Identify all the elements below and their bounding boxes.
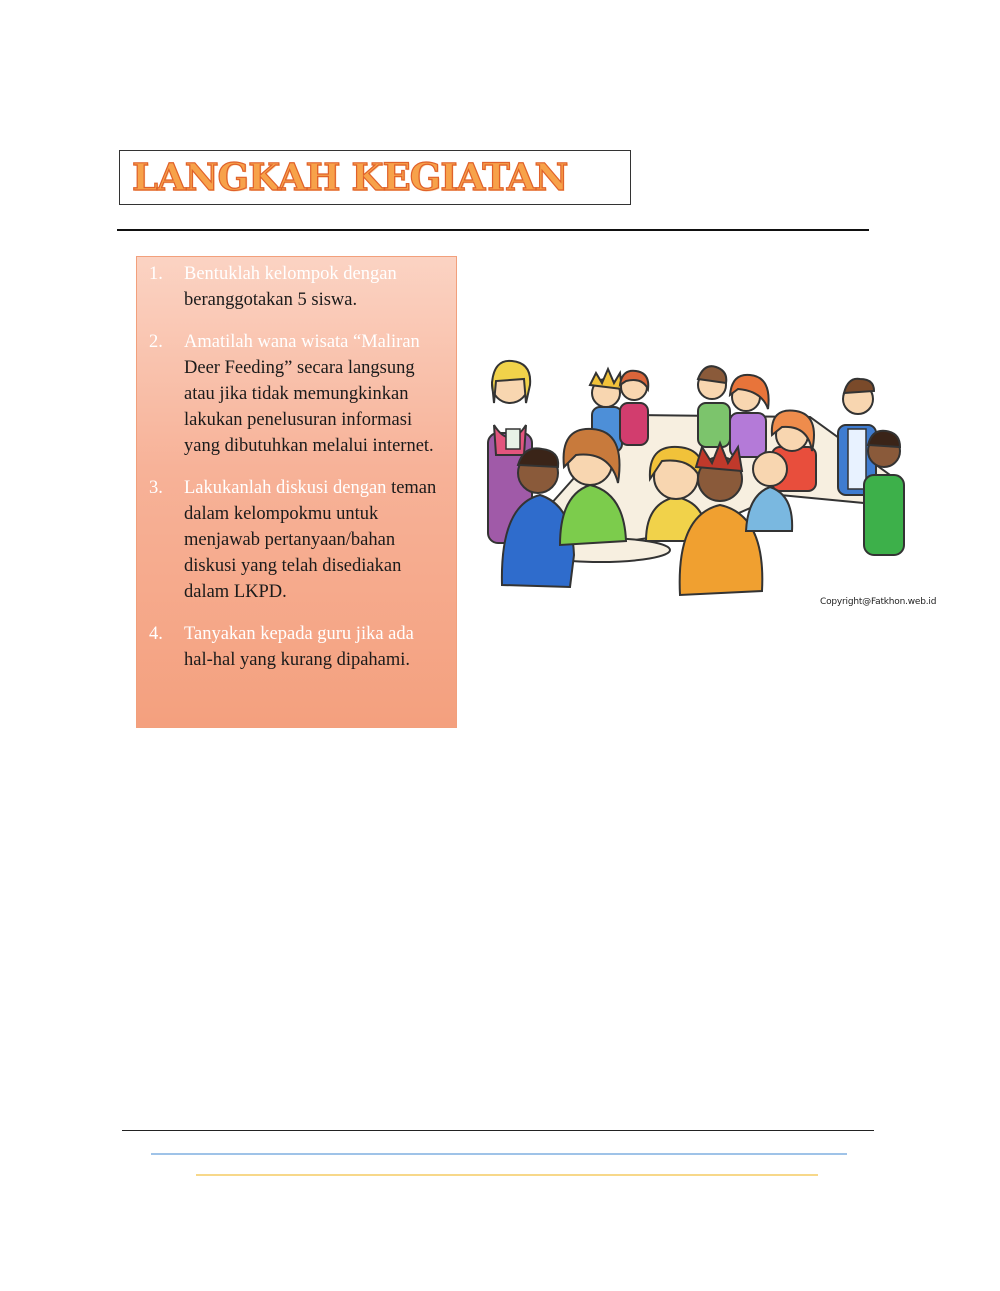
person-right <box>864 431 904 555</box>
step-text: hal-hal yang kurang dipahami. <box>184 650 411 670</box>
step-text-first-line: Tanyakan kepada guru jika ada <box>184 624 414 644</box>
divider-blue <box>151 1153 847 1155</box>
step-text: teman dalam kelompokmu untuk menjawab pertanyaan/bahan diskusi yang telah disediakan dalam LKPD. <box>184 478 437 602</box>
step-text: Deer Feeding” secara langsung atau jika tidak memungkinkan lakukan penelusuran informasi yang dibutuhkan melalui internet. <box>184 358 434 456</box>
step-text: beranggotakan 5 siswa. <box>184 290 358 310</box>
divider-yellow <box>196 1174 818 1176</box>
step-number: 1. <box>149 264 163 284</box>
step-item <box>137 329 456 459</box>
step-text-first-line: Bentuklah kelompok dengan <box>184 264 397 284</box>
page-title: LANGKAH KEGIATAN <box>132 155 568 199</box>
person-back-4 <box>730 375 769 457</box>
step-text-first-line: Lakukanlah diskusi dengan <box>184 478 387 498</box>
step-number: 3. <box>149 478 163 498</box>
step-number: 2. <box>149 332 163 352</box>
step-item <box>137 475 456 605</box>
title-box <box>119 150 631 205</box>
step-text-first-line: Amatilah wana wisata “Maliran <box>184 332 420 352</box>
steps-list <box>137 257 456 673</box>
divider-bottom <box>122 1130 874 1131</box>
divider-top <box>117 229 869 231</box>
steps-panel <box>136 256 457 728</box>
step-item <box>137 621 456 673</box>
step-number: 4. <box>149 624 163 644</box>
image-credit: Copyright@Fatkhon.web.id <box>820 597 937 607</box>
step-item <box>137 261 456 313</box>
person-back-2 <box>620 371 648 445</box>
group-discussion-illustration <box>480 355 916 605</box>
person-back-3 <box>698 366 730 447</box>
